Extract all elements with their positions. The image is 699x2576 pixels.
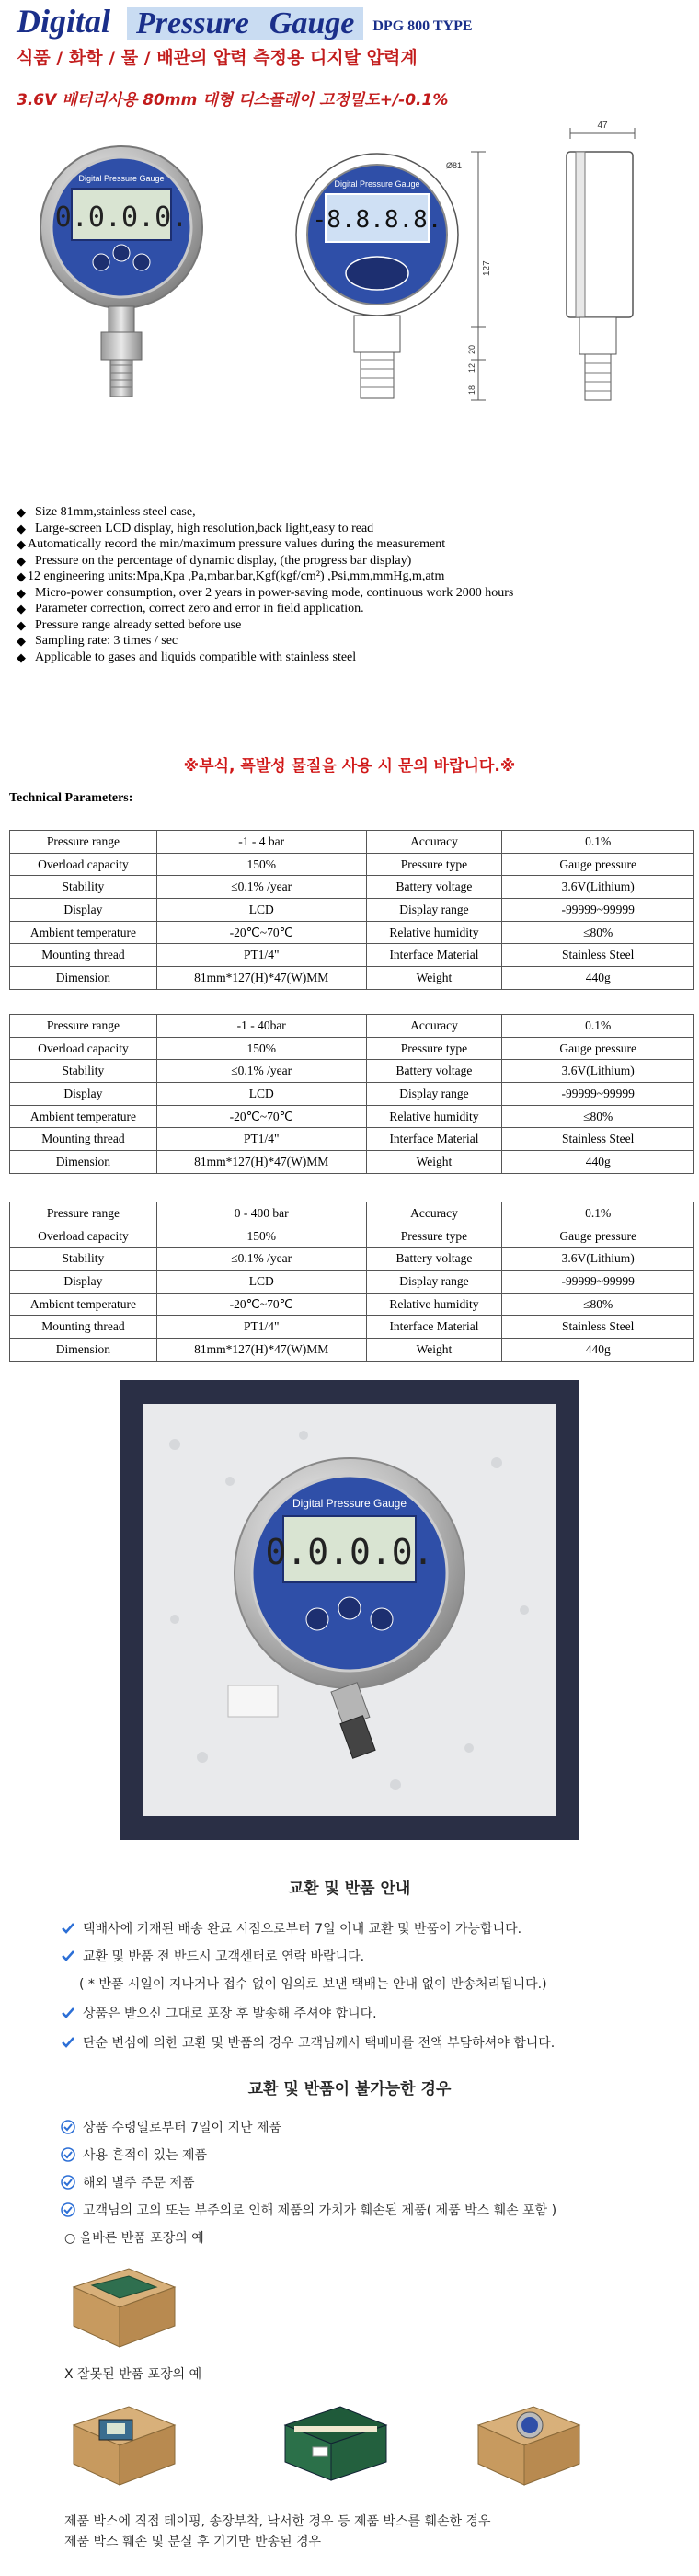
- bullet-icon: ◆: [17, 617, 26, 632]
- subtitle-korean: 식품 / 화학 / 물 / 배관의 압력 측정용 디지탈 압력계: [17, 48, 418, 68]
- table-row: Display LCD Display range -99999~99999: [10, 1083, 694, 1106]
- dim-width: 47: [597, 121, 608, 131]
- feature-item: ◆ Size 81mm,stainless steel case,: [17, 505, 196, 519]
- product-box-photo: [120, 1380, 579, 1840]
- wrong-box-image-1: [64, 2388, 184, 2490]
- light-button: [113, 245, 130, 261]
- dim-20: 20: [467, 344, 476, 354]
- spec-table-40bar: [9, 1014, 694, 1174]
- feature-item: ◆ Large-screen LCD display, high resolution,back light,easy to read: [17, 521, 374, 535]
- tech-params-title: Technical Parameters:: [9, 791, 133, 805]
- list-item: ( * 반품 시일이 지나거나 접수 없이 임의로 보낸 택배는 안내 없이 반송처리됩니다.): [79, 1977, 547, 1992]
- dim-height: 127: [482, 260, 492, 276]
- check-icon: [61, 2006, 75, 2020]
- product-type: DPG 800 TYPE: [372, 18, 473, 34]
- lcd-reading-photo: 0.0.0.0.: [54, 201, 189, 234]
- feature-item: ◆ Applicable to gases and liquids compatible with stainless steel: [17, 650, 357, 664]
- gauge-front-drawing: [296, 152, 492, 400]
- spec-table-400bar: [9, 1202, 694, 1362]
- dim-18: 18: [467, 385, 476, 395]
- check-icon: [61, 1949, 75, 1963]
- unit-button: [93, 254, 109, 270]
- feature-item: ◆ Pressure on the percentage of dynamic display, (the progress bar display): [17, 553, 412, 568]
- table-row: Pressure range -1 - 40bar Accuracy 0.1%: [10, 1015, 694, 1038]
- bullet-icon: ◆: [17, 650, 26, 664]
- keypad-icon: [346, 257, 408, 290]
- box-photo-svg: [120, 1380, 579, 1840]
- table-row: Display LCD Display range -99999~99999: [10, 1271, 694, 1294]
- corrosive-notice: ※부식, 폭발성 물질을 사용 시 문의 바랍니다.※: [183, 757, 516, 776]
- feature-item: ◆ Pressure range already setted before use: [17, 617, 242, 632]
- check-circle-icon: [61, 2147, 75, 2162]
- table-row: Dimension 81mm*127(H)*47(W)MM Weight 440g: [10, 967, 694, 990]
- title-word-digital: Digital: [17, 3, 111, 40]
- table-row: Overload capacity 150% Pressure type Gauge pressure: [10, 1225, 694, 1248]
- bullet-icon: ◆: [17, 521, 26, 535]
- check-icon: [61, 1921, 75, 1936]
- gauge-label-front: Digital Pressure Gauge: [334, 179, 420, 189]
- box-lcd-reading: 0.0.0.0.: [265, 1532, 434, 1572]
- table-row: Pressure range -1 - 4 bar Accuracy 0.1%: [10, 831, 694, 854]
- non-return-title: 교환 및 반품이 불가능한 경우: [247, 2080, 452, 2099]
- table-row: Stability ≤0.1% /year Battery voltage 3.6V(Lithium): [10, 876, 694, 899]
- table-row: Overload capacity 150% Pressure type Gauge pressure: [10, 1037, 694, 1060]
- wrong-packing-label: X 잘못된 반품 포장의 예: [64, 2367, 202, 2382]
- table-row: Ambient temperature -20℃~70℃ Relative humidity ≤80%: [10, 1293, 694, 1316]
- product-drawings: [0, 115, 699, 432]
- feature-item: ◆ Automatically record the min/maximum pressure values during the measurement: [17, 537, 446, 551]
- bullet-icon: ◆: [17, 553, 26, 568]
- dim-12: 12: [467, 362, 476, 373]
- lcd-reading-front: -8.8.8.8.: [312, 206, 442, 234]
- gauge-side-drawing: [567, 121, 635, 400]
- feature-item: ◆ Parameter correction, correct zero and error in field application.: [17, 602, 364, 615]
- bullet-icon: ◆: [17, 585, 26, 600]
- list-item: 해외 별주 주문 제품: [61, 2173, 195, 2191]
- title-word-pressure: Pressure: [136, 6, 249, 40]
- table-row: Mounting thread PT1/4" Interface Material Stainless Steel: [10, 1316, 694, 1339]
- title-band: [127, 7, 363, 40]
- table-row: Mounting thread PT1/4" Interface Material Stainless Steel: [10, 944, 694, 967]
- table-row: Dimension 81mm*127(H)*47(W)MM Weight 440g: [10, 1339, 694, 1362]
- correct-box-image: [64, 2250, 184, 2352]
- return-title: 교환 및 반품 안내: [288, 1880, 411, 1898]
- table-row: Ambient temperature -20℃~70℃ Relative humidity ≤80%: [10, 1105, 694, 1128]
- subtitle-spec: 3.6V 배터리사용 80mm 대형 디스플레이 고정밀도+/-0.1%: [17, 91, 449, 109]
- wrong-caption-1: 제품 박스에 직접 테이핑, 송장부착, 낙서한 경우 등 제품 박스를 훼손한 경우: [64, 2514, 491, 2529]
- page-header: [0, 0, 699, 110]
- table-row: Mounting thread PT1/4" Interface Material Stainless Steel: [10, 1128, 694, 1151]
- check-circle-icon: [61, 2175, 75, 2190]
- bullet-icon: ◆: [17, 569, 26, 583]
- bullet-icon: ◆: [17, 634, 26, 648]
- spec-table-4bar: [9, 830, 694, 990]
- table-row: Dimension 81mm*127(H)*47(W)MM Weight 440g: [10, 1151, 694, 1174]
- wrong-box-image-3: [469, 2388, 589, 2490]
- product-title: [17, 4, 473, 40]
- table-row: Pressure range 0 - 400 bar Accuracy 0.1%: [10, 1202, 694, 1225]
- feature-item: ◆ 12 engineering units:Mpa,Kpa ,Pa,mbar,bar,Kgf(kgf/cm²) ,Psi,mm,mmHg,m,atm: [17, 569, 445, 583]
- bullet-icon: ◆: [17, 602, 26, 615]
- list-item: 단순 변심에 의한 교환 및 반품의 경우 고객님께서 택배비를 전액 부담하셔야 합니다.: [61, 2033, 555, 2052]
- check-circle-icon: [61, 2202, 75, 2217]
- wrong-caption-2: 제품 박스 훼손 및 분실 후 기기만 반송된 경우: [64, 2535, 322, 2549]
- bullet-icon: ◆: [17, 537, 26, 551]
- bullet-icon: ◆: [17, 505, 26, 519]
- feature-item: ◆ Sampling rate: 3 times / sec: [17, 634, 178, 648]
- wrong-box-image-2: [276, 2392, 395, 2484]
- table-row: Stability ≤0.1% /year Battery voltage 3.6V(Lithium): [10, 1060, 694, 1083]
- check-icon: [61, 2035, 75, 2050]
- list-item: 고객님의 고의 또는 부주의로 인해 제품의 가치가 훼손된 제품( 제품 박스 훼손 포함 ): [61, 2201, 556, 2219]
- dim-diameter: Ø81: [446, 161, 463, 170]
- feature-list: [17, 504, 688, 665]
- box-gauge-label: Digital Pressure Gauge: [292, 1497, 407, 1510]
- table-row: Display LCD Display range -99999~99999: [10, 899, 694, 922]
- list-item: 상품은 받으신 그대로 포장 후 발송해 주셔야 합니다.: [61, 2004, 377, 2022]
- table-row: Overload capacity 150% Pressure type Gauge pressure: [10, 853, 694, 876]
- zero-button: [133, 254, 150, 270]
- gauge-drawing-svg: [0, 115, 699, 432]
- correct-packing-label: ○ 올바른 반품 포장의 예: [64, 2231, 204, 2246]
- list-item: 택배사에 기재된 배송 완료 시점으로부터 7일 이내 교환 및 반품이 가능합니다.: [61, 1919, 521, 1938]
- feature-item: ◆ Micro-power consumption, over 2 years in power-saving mode, continuous work 2000 hours: [17, 585, 514, 600]
- table-row: Stability ≤0.1% /year Battery voltage 3.6V(Lithium): [10, 1248, 694, 1271]
- gauge-photo: [40, 146, 202, 397]
- table-row: Ambient temperature -20℃~70℃ Relative humidity ≤80%: [10, 921, 694, 944]
- title-word-gauge: Gauge: [269, 6, 355, 40]
- gauge-label-photo: Digital Pressure Gauge: [78, 174, 165, 183]
- list-item: 교환 및 반품 전 반드시 고객센터로 연락 바랍니다.: [61, 1947, 364, 1965]
- list-item: 사용 흔적이 있는 제품: [61, 2145, 207, 2164]
- check-circle-icon: [61, 2120, 75, 2134]
- list-item: 상품 수령일로부터 7일이 지난 제품: [61, 2118, 281, 2136]
